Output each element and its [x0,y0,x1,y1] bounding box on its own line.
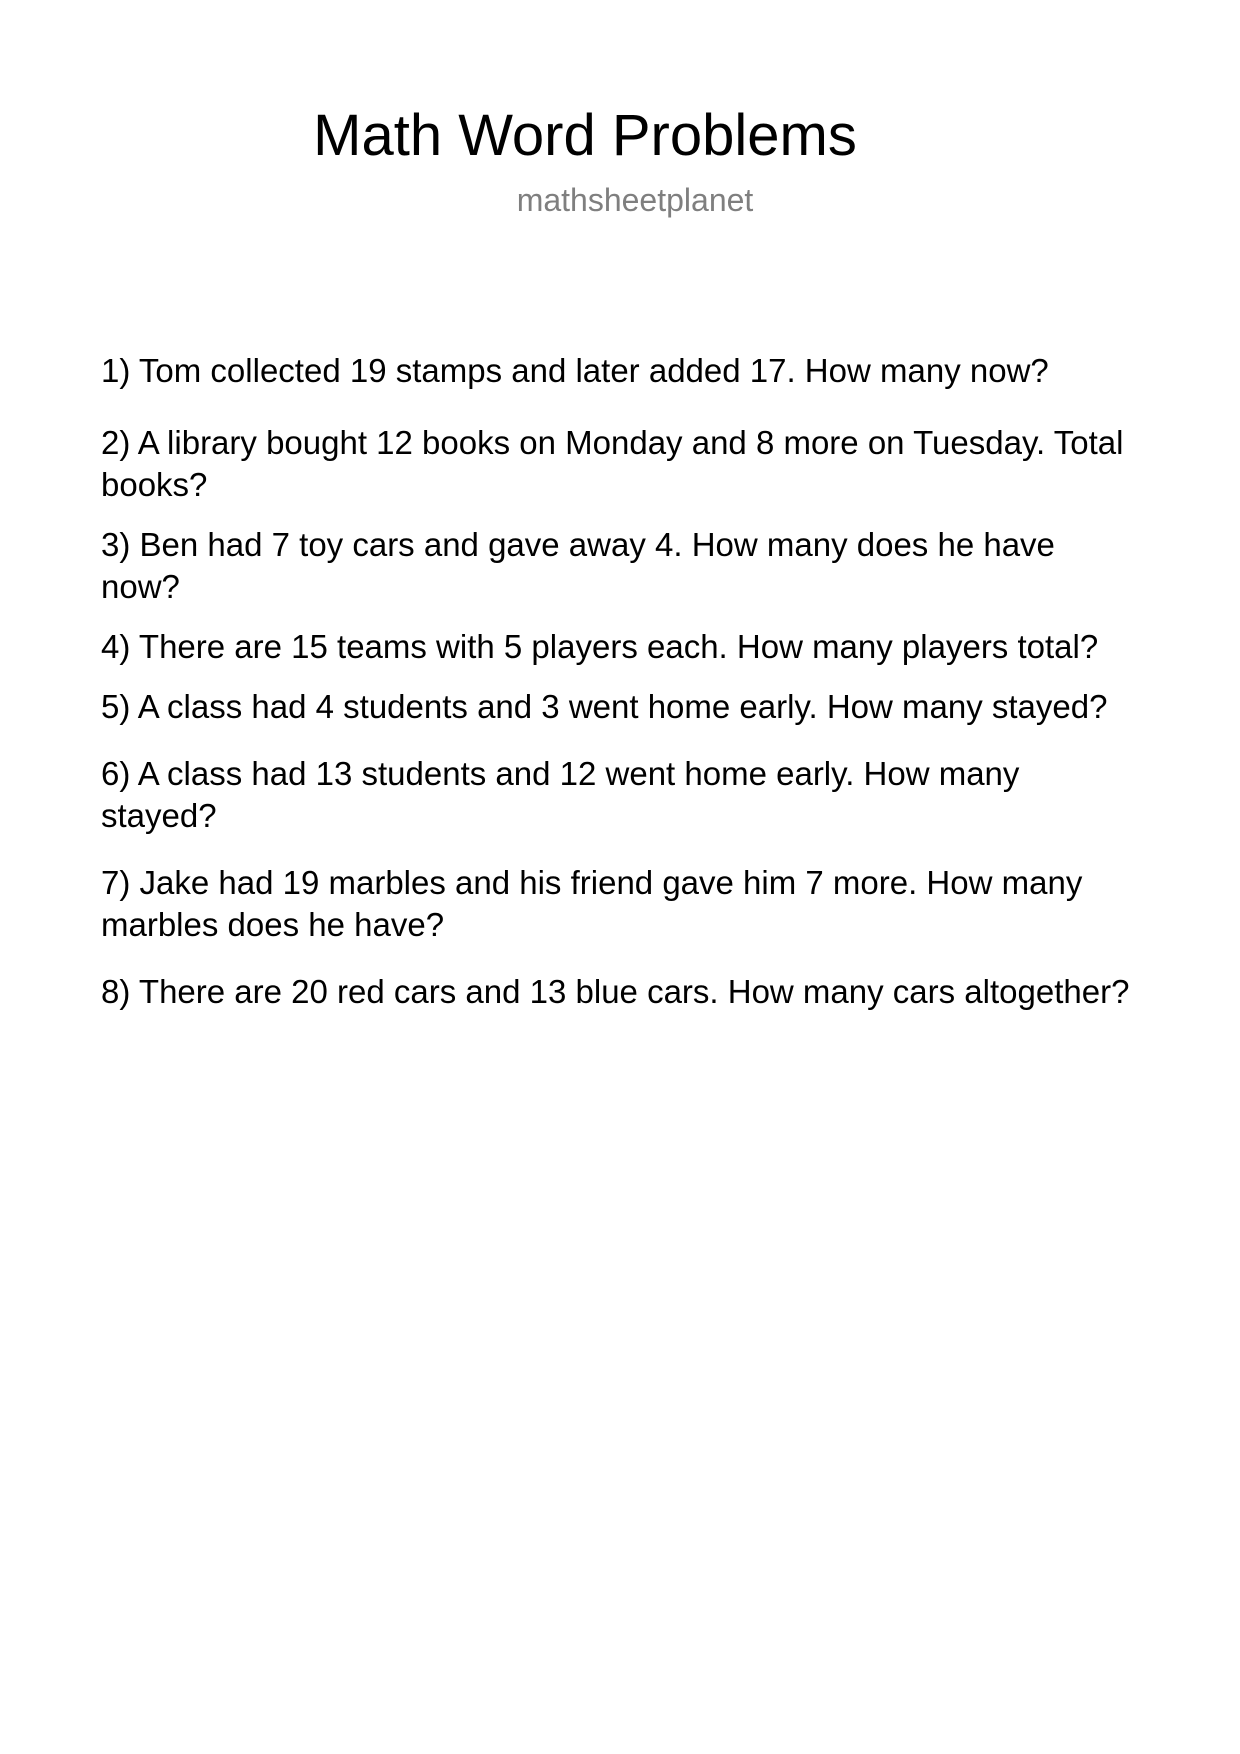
problem-item: 1) Tom collected 19 stamps and later added 17. How many now? [101,352,1049,389]
problem-item: 7) Jake had 19 marbles and his friend gave him 7 more. How many marbles does he have? [101,864,1083,943]
problem-item: 2) A library bought 12 books on Monday and 8 more on Tuesday. Total books? [101,424,1124,503]
problem-item: 6) A class had 13 students and 12 went home early. How many stayed? [101,755,1020,834]
site-name: mathsheetplanet [516,182,754,218]
problem-item: 8) There are 20 red cars and 13 blue cars. How many cars altogether? [101,973,1130,1010]
problem-item: 5) A class had 4 students and 3 went home early. How many stayed? [101,688,1108,725]
problem-item: 3) Ben had 7 toy cars and gave away 4. How many does he have now? [101,526,1055,605]
problem-item: 4) There are 15 teams with 5 players each. How many players total? [101,628,1099,665]
page-title: Math Word Problems [313,103,857,168]
problem-list [101,350,1131,1037]
